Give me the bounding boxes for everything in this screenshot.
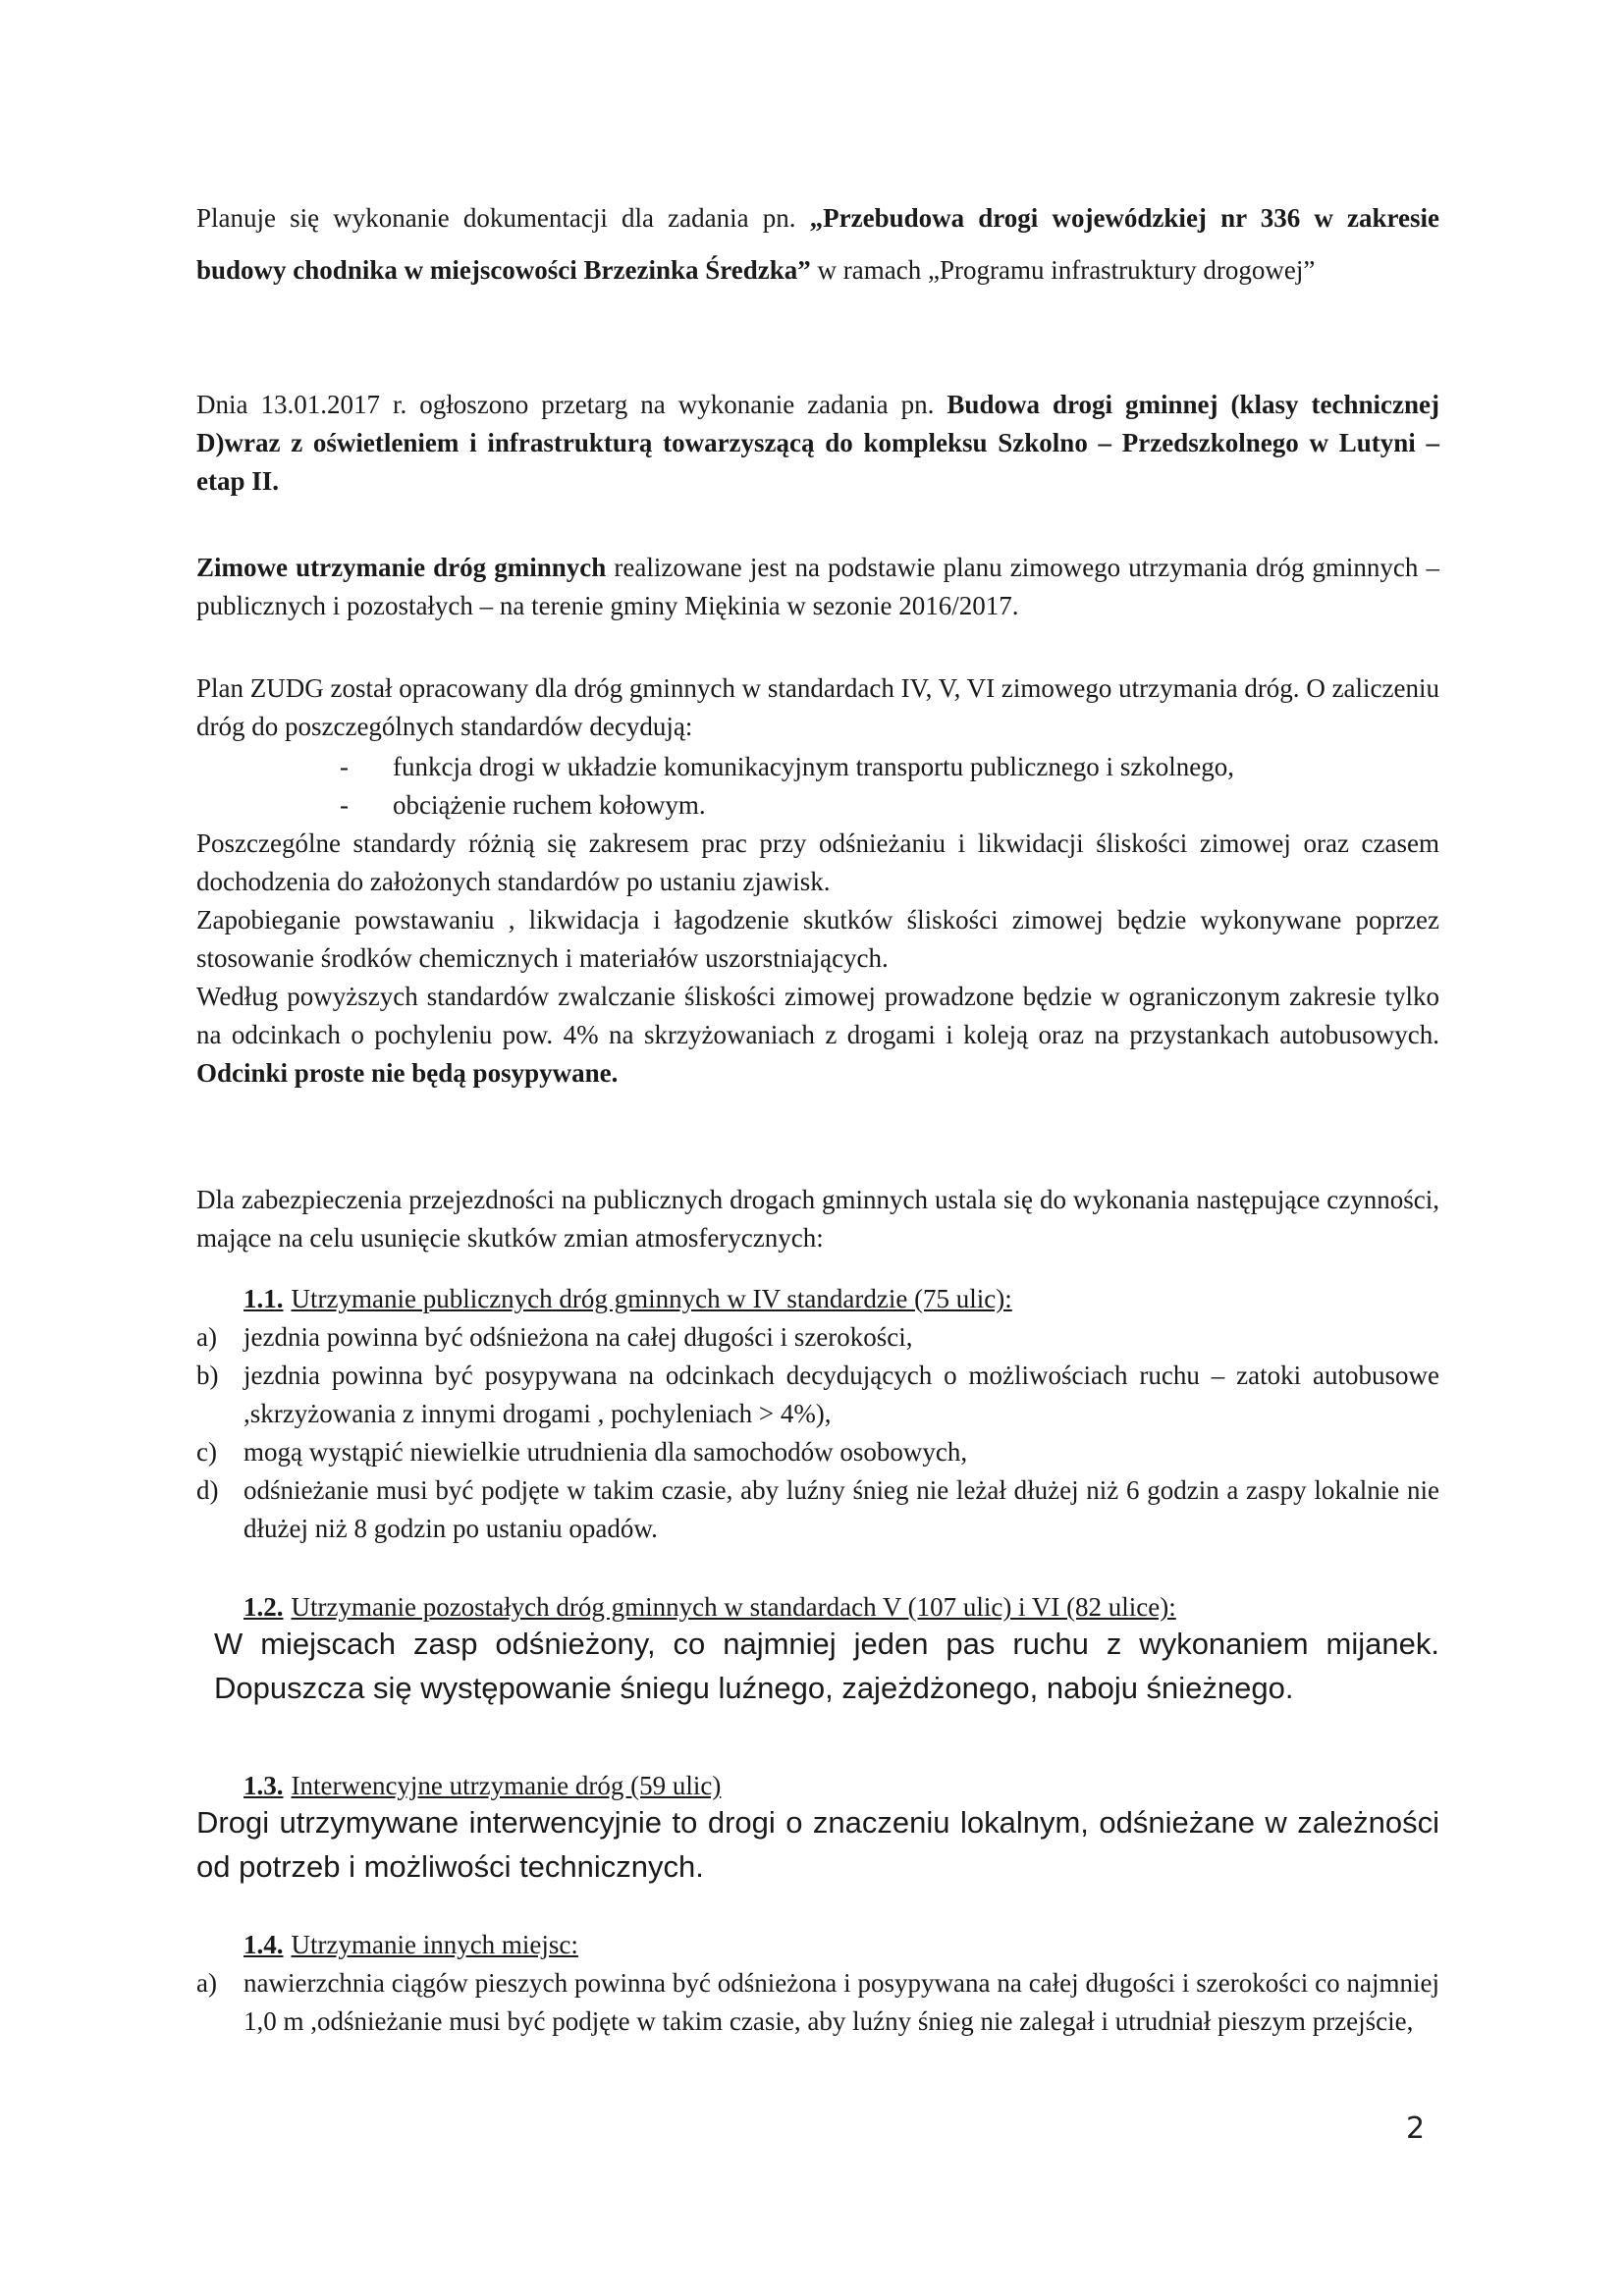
list-label: d) [196,1475,219,1505]
bullet-text: funkcja drogi w układzie komunikacyjnym transportu publicznego i szkolnego, [393,752,1235,781]
list-label: a) [196,1322,217,1352]
list-item [196,1471,1439,1548]
list-label: b) [196,1361,219,1390]
bullet-dash: - [340,790,349,820]
list-text: odśnieżanie musi być podjęte w takim czasie, aby luźny śnieg nie leżał dłużej niż 6 godzin a zaspy lokalnie nie dłużej niż 8 godzin po ustaniu opadów. [243,1475,1439,1543]
list-text: jezdnia powinna być odśnieżona na całej długości i szerokości, [243,1322,913,1352]
list-item [196,1357,1439,1433]
list-text: nawierzchnia ciągów pieszych powinna być odśnieżona i posypywana na całej długości i szerokości co najmniej 1,0 m ,odśnieżanie musi być podjęte w takim czasie, aby luźny śnieg nie zalegał i utrudniał pieszym przejście, [243,1968,1439,2036]
section-heading [243,1280,1012,1318]
list-item [196,1964,1439,2041]
paragraph-standardy [196,825,1439,1093]
task-name-bold: „Przebudowa drogi wojewódzkiej nr 336 w zakresie budowy chodnika w miejscowości Brzezinka Średzka” [196,203,1440,285]
page-number: 2 [1406,2111,1426,2146]
emphasis-bold: Odcinki proste nie będą posypywane. [196,1058,619,1088]
section-body: W miejscach zasp odśnieżony, co najmniej jeden pas ruchu z wykonaniem mijanek. Dopuszcza się występowanie śniegu luźnego, zajeżdżonego, naboju śnieżnego. [214,1627,1439,1705]
list-item [196,1318,1439,1357]
section-body: Drogi utrzymywane interwencyjnie to drogi o znaczeniu lokalnym, odśnieżane w zależności od potrzeb i możliwości technicznych. [196,1805,1439,1884]
paragraph-plan-zudg: Plan ZUDG został opracowany dla dróg gminnych w standardach IV, V, VI zimowego utrzymania dróg. O zaliczeniu dróg do poszczególnych standardów decydują: [196,673,1439,741]
heading-bold: Zimowe utrzymanie dróg gminnych [196,553,607,582]
paragraph-text: Planuje się wykonanie dokumentacji dla zadania pn. [196,203,810,233]
section-heading [243,1926,578,1964]
section-title: Utrzymanie pozostałych dróg gminnych w standardach V (107 ulic) i VI (82 ulice): [291,1592,1176,1622]
list-label: c) [196,1437,217,1467]
paragraph-text: Zapobieganie powstawaniu , likwidacja i łagodzenie skutków śliskości zimowej będzie wykonywane poprzez stosowanie środków chemicznych i materiałów uszorstniających. [196,905,1439,973]
section-title: Interwencyjne utrzymanie dróg (59 ulic) [291,1771,722,1800]
section-title: Utrzymanie publicznych dróg gminnych w IV standardzie (75 ulic): [291,1284,1012,1313]
paragraph-text: w ramach „Programu infrastruktury drogowej” [810,255,1316,285]
bullet-dash: - [340,752,349,781]
list-text: mogą wystąpić niewielkie utrudnienia dla samochodów osobowych, [243,1437,968,1467]
paragraph-przetarg [196,386,1439,501]
paragraph-text: Poszczególne standardy różnią się zakresem prac przy odśnieżaniu i likwidacji śliskości zimowej oraz czasem dochodzenia do założonych standardów po ustaniu zjawisk. [196,828,1439,896]
list-text: jezdnia powinna być posypywana na odcinkach decydujących o możliwościach ruchu – zatoki autobusowe ,skrzyżowania z innymi drogami , pochyleniach > 4%), [243,1361,1439,1428]
paragraph-zimowe-utrzymanie [196,549,1439,625]
section-number: 1.2. [243,1592,284,1622]
paragraph-dokumentacja [196,192,1439,296]
paragraph-text: realizowane jest na podstawie planu zimowego utrzymania dróg gminnych – publicznych i pozostałych – na terenie gminy Miękinia w sezonie 2016/2017. [196,553,1440,620]
paragraph-text: Dnia 13.01.2017 r. ogłoszono przetarg na wykonanie zadania pn. [196,390,947,419]
list-item [196,1433,1439,1471]
list-label: a) [196,1968,217,1998]
paragraph-przejezdnosc: Dla zabezpieczenia przejezdności na publicznych drogach gminnych ustala się do wykonania następujące czynności, mające na celu usunięcie skutków zmian atmosferycznych: [196,1185,1439,1253]
section-number: 1.1. [243,1284,284,1313]
section-number: 1.3. [243,1771,284,1800]
paragraph-text: Według powyższych standardów zwalczanie śliskości zimowej prowadzone będzie w ograniczonym zakresie tylko na odcinkach o pochyleniu pow. 4% na skrzyżowaniach z drogami i koleją oraz na przystankach autobusowych. [196,982,1439,1049]
bullet-text: obciążenie ruchem kołowym. [393,790,706,820]
section-number: 1.4. [243,1930,284,1959]
section-title: Utrzymanie innych miejsc: [291,1930,578,1959]
task-name-bold: Budowa drogi gminnej (klasy technicznej D)wraz z oświetleniem i infrastrukturą towarzyszącą do kompleksu Szkolno – Przedszkolnego w Lutyni – etap II. [196,390,1439,496]
